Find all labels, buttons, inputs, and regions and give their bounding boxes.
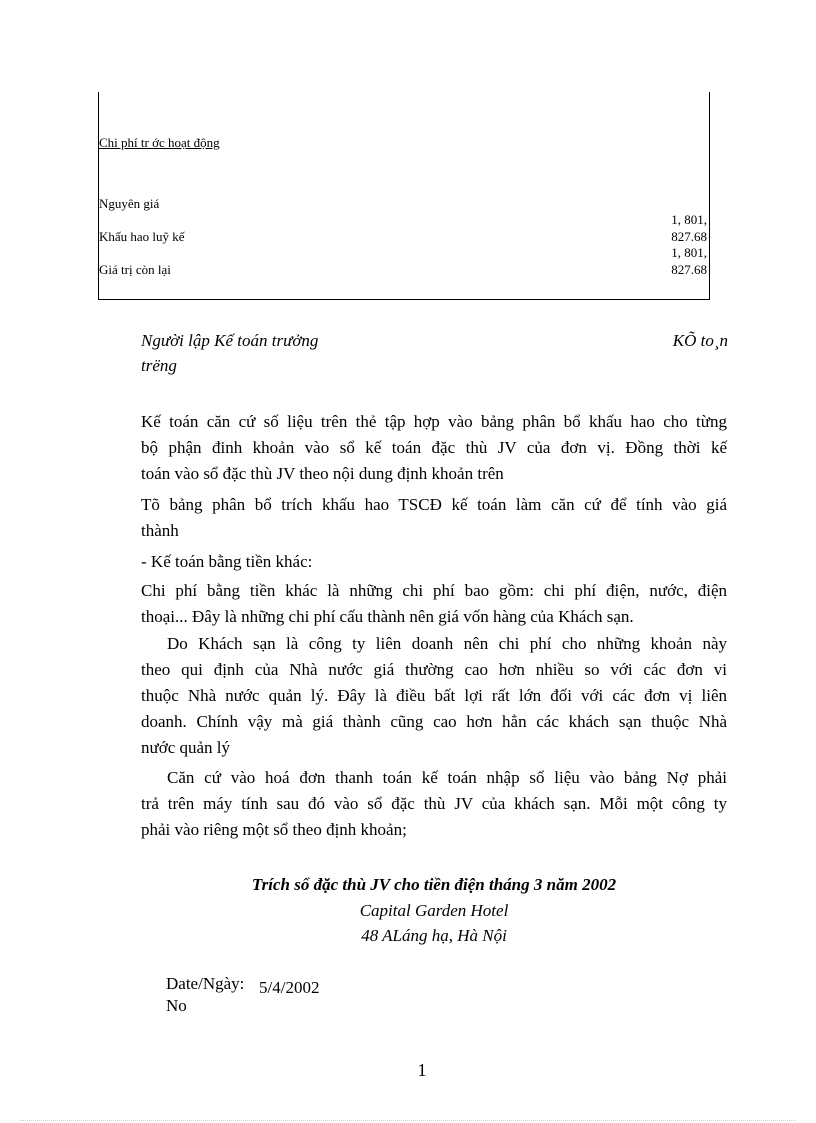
signature-left: Người lập Kế toán trưởng bbox=[141, 331, 319, 350]
table-value-nguyen-gia: 1, 801, bbox=[671, 212, 707, 227]
extract-hotel-name: Capital Garden Hotel bbox=[359, 901, 509, 920]
table-label-gia-tri-con-lai: Giá trị còn lại bbox=[99, 262, 171, 277]
signature-right: KÕ to¸n bbox=[672, 331, 728, 350]
paragraph-4-line-2: thoại... Đây là những chi phí cấu thành nên giá vốn hàng của Khách sạn. bbox=[141, 607, 634, 626]
date-value: 5/4/2002 bbox=[259, 978, 320, 997]
extract-hotel-address: 48 ALáng hạ, Hà Nội bbox=[361, 926, 507, 945]
paragraph-4 bbox=[141, 578, 727, 630]
paragraph-5-line-4: doanh. Chính vậy mà giá thành cũng cao hơn hẳn các khách sạn thuộc Nhà bbox=[141, 712, 727, 731]
paragraph-1-line-3: toán vào sổ đặc thù JV theo nội dung định khoản trên bbox=[141, 464, 504, 483]
paragraph-4-line-1: Chi phí bằng tiền khác là những chi phí bao gồm: chi phí điện, nước, điện bbox=[141, 581, 727, 600]
extract-title: Trích sổ đặc thù JV cho tiền điện tháng 3 năm 2002 bbox=[251, 875, 617, 894]
table-section-title: Chi phí tr ớc hoạt động bbox=[99, 135, 220, 150]
paragraph-2 bbox=[141, 492, 727, 544]
table-value-gia-tri-con-lai: 1, 801, bbox=[671, 245, 707, 260]
paragraph-3-line-1: - Kế toán bằng tiền khác: bbox=[141, 552, 313, 571]
paragraph-5-line-3: thuộc Nhà nước quản lý. Đây là điều bất lợi rất lớn đối với các đơn vị liên bbox=[141, 686, 727, 705]
paragraph-1 bbox=[141, 409, 727, 487]
table-border-bottom bbox=[98, 299, 710, 300]
table-label-nguyen-gia: Nguyên giá bbox=[99, 196, 160, 211]
paragraph-1-line-2: bộ phận đinh khoản vào sổ kế toán đặc thù JV của đơn vị. Đồng thời kế bbox=[141, 438, 727, 457]
signature-left-continued: trëng bbox=[141, 356, 177, 375]
no-label: No bbox=[166, 996, 187, 1015]
date-label: Date/Ngày: bbox=[166, 974, 245, 993]
paragraph-6-line-1: Căn cứ vào hoá đơn thanh toán kế toán nhập số liệu vào bảng Nợ phải bbox=[167, 768, 727, 787]
table-value-khau-hao-cents: 827.68 bbox=[671, 229, 707, 244]
page-bottom-divider bbox=[20, 1120, 796, 1121]
paragraph-6 bbox=[141, 765, 727, 843]
page-number: 1 bbox=[417, 1060, 427, 1080]
paragraph-2-line-1: Tõ bảng phân bổ trích khấu hao TSCĐ kế toán làm căn cứ để tính vào giá bbox=[141, 495, 727, 514]
paragraph-2-line-2: thành bbox=[141, 521, 179, 540]
table-label-khau-hao: Khấu hao luỹ kế bbox=[99, 229, 185, 244]
paragraph-6-line-2: trả trên máy tính sau đó vào sổ đặc thù JV của khách sạn. Mỗi một công ty bbox=[141, 794, 727, 813]
paragraph-5-line-5: nước quản lý bbox=[141, 738, 231, 757]
table-border-right bbox=[709, 92, 710, 300]
paragraph-3 bbox=[141, 549, 727, 575]
paragraph-5-line-2: theo qui định của Nhà nước giá thường cao hơn nhiều so với các đơn vi bbox=[141, 660, 727, 679]
paragraph-5 bbox=[141, 631, 727, 761]
paragraph-1-line-1: Kế toán căn cứ số liệu trên thẻ tập hợp vào bảng phân bổ khấu hao cho từng bbox=[141, 412, 727, 431]
paragraph-5-line-1: Do Khách sạn là công ty liên doanh nên chi phí cho những khoản này bbox=[167, 634, 727, 653]
paragraph-6-line-3: phải vào riêng một sổ theo định khoản; bbox=[141, 820, 407, 839]
table-value-gia-tri-con-lai-cents: 827.68 bbox=[671, 262, 707, 277]
